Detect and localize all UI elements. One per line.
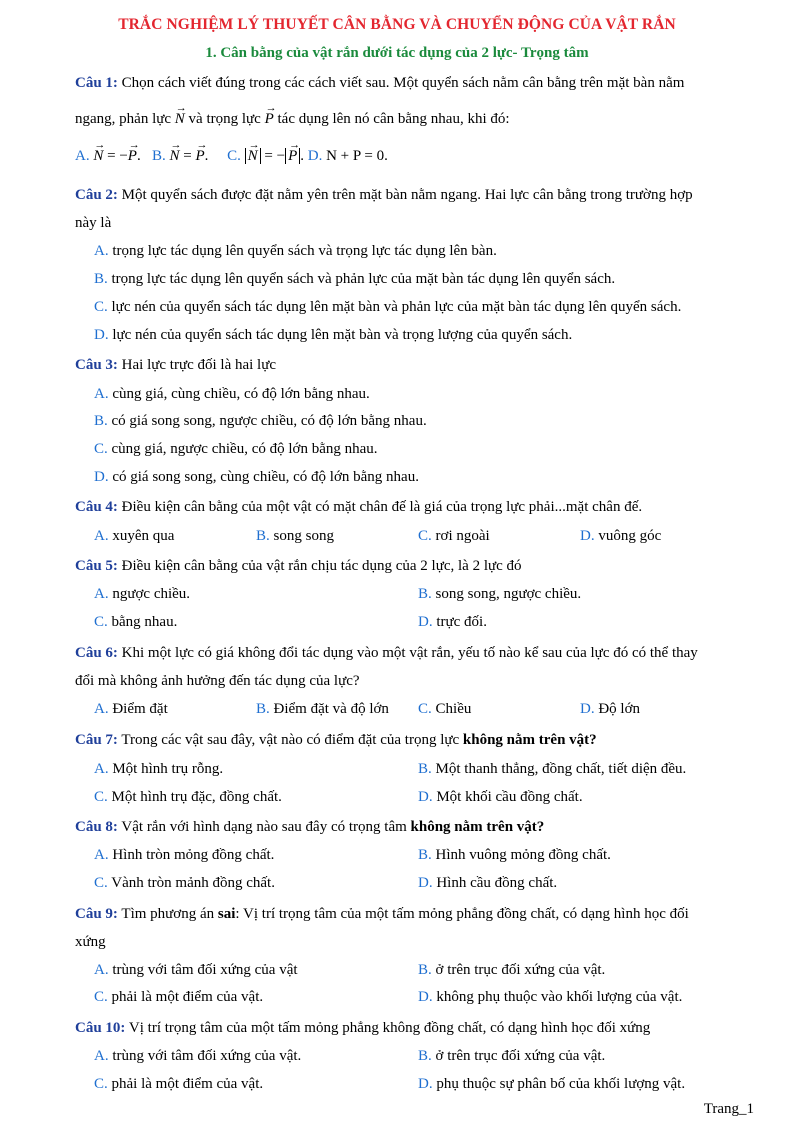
option-letter: B. — [418, 1048, 432, 1064]
option-letter: C. — [94, 1076, 108, 1092]
option-a[interactable] — [94, 585, 190, 603]
option-text: có giá song song, cùng chiều, có độ lớn bằng nhau. — [112, 469, 419, 485]
question-label: Câu 5: — [75, 558, 118, 574]
option-c[interactable] — [94, 988, 263, 1006]
question-label: Câu 8: — [75, 819, 118, 835]
option-letter: D. — [418, 989, 433, 1005]
option-a[interactable] — [94, 700, 168, 718]
option-b[interactable] — [418, 961, 605, 979]
option-b[interactable] — [418, 1047, 605, 1065]
question-text: tác dụng lên nó cân bằng nhau, khi đó: — [277, 111, 510, 127]
vector-p: → P — [195, 147, 204, 165]
punct: . — [136, 148, 141, 164]
option-d[interactable] — [94, 468, 419, 486]
question-text: Khi một lực có giá không đổi tác dụng vào một vật rắn, yếu tố nào kể sau của lực đó có thể thay — [121, 645, 698, 661]
option-letter: B. — [256, 528, 270, 544]
option-letter: B. — [418, 962, 432, 978]
question-1 — [75, 74, 755, 92]
option-letter: A. — [94, 586, 109, 602]
option-a[interactable] — [94, 242, 497, 260]
question-2 — [75, 186, 755, 204]
option-text: ngược chiều. — [112, 586, 191, 602]
option-text: Một hình trụ rỗng. — [112, 761, 224, 777]
vector-n: → N — [93, 147, 103, 165]
option-letter: B. — [418, 761, 432, 777]
option-letter: B. — [256, 701, 270, 717]
option-text: Một hình trụ đặc, đồng chất. — [111, 789, 282, 805]
option-b[interactable] — [94, 412, 427, 430]
option-text: Điểm đặt và độ lớn — [273, 701, 389, 717]
question-label: Câu 6: — [75, 645, 118, 661]
option-letter: B. — [94, 271, 108, 287]
question-text: này là — [75, 215, 112, 231]
option-letter: D. — [418, 1076, 433, 1092]
question-text: Chọn cách viết đúng trong các cách viết sau. Một quyển sách nằm cân bằng trên mặt bàn nằm — [121, 75, 685, 91]
option-letter: D. — [418, 875, 433, 891]
option-letter: A. — [94, 761, 109, 777]
option-b[interactable] — [418, 760, 686, 778]
option-letter: A. — [94, 701, 109, 717]
option-letter: C. — [94, 441, 108, 457]
option-letter: C. — [94, 614, 108, 630]
option-letter: D. — [580, 528, 595, 544]
question-label: Câu 2: — [75, 187, 118, 203]
option-letter: C. — [94, 789, 108, 805]
option-letter: B. — [418, 586, 432, 602]
option-text: xuyên qua — [112, 528, 175, 544]
question-label: Câu 3: — [75, 357, 118, 373]
question-6-line2 — [75, 672, 755, 690]
question-1-line2 — [75, 110, 755, 128]
abs-p — [285, 148, 300, 164]
question-1-options — [75, 147, 388, 165]
option-letter: C. — [94, 989, 108, 1005]
option-d[interactable] — [580, 700, 640, 718]
option-c[interactable] — [418, 527, 490, 545]
question-emphasis: sai — [217, 906, 236, 922]
section-subtitle: 1. Cân bằng của vật rắn dưới tác dụng của 2 lực- Trọng tâm — [205, 45, 589, 61]
option-text: Vành tròn mảnh đồng chất. — [111, 875, 275, 891]
question-emphasis: không nằm trên vật? — [462, 732, 597, 748]
option-letter: D. — [580, 701, 595, 717]
option-text: trùng với tâm đối xứng của vật. — [112, 1048, 302, 1064]
option-letter: D. — [94, 469, 109, 485]
option-text: có giá song song, ngược chiều, có độ lớn bằng nhau. — [111, 413, 427, 429]
question-text: và trọng lực — [188, 111, 261, 127]
option-c[interactable] — [94, 613, 177, 631]
option-letter: D. — [418, 614, 433, 630]
punct: . — [204, 148, 209, 164]
option-text: Điểm đặt — [112, 701, 168, 717]
option-d[interactable] — [418, 788, 583, 806]
option-a[interactable] — [94, 846, 274, 864]
option-text: lực nén của quyển sách tác dụng lên mặt bàn và trọng lượng của quyển sách. — [112, 327, 573, 343]
option-b[interactable] — [418, 846, 611, 864]
question-text: Tìm phương án — [121, 906, 215, 922]
option-text: trọng lực tác dụng lên quyển sách và phản lực của mặt bàn tác dụng lên quyển sách. — [111, 271, 616, 287]
question-text: Vị trí trọng tâm của một tấm mỏng phẳng không đồng chất, có dạng hình học đối xứng — [128, 1020, 651, 1036]
question-text: Một quyển sách được đặt nằm yên trên mặt bàn nằm ngang. Hai lực cân bằng trong trường hợp — [121, 187, 693, 203]
option-text: Chiều — [435, 701, 472, 717]
question-10 — [75, 1019, 755, 1037]
option-letter: A. — [94, 962, 109, 978]
question-7 — [75, 731, 755, 749]
question-emphasis: không nằm trên vật? — [410, 819, 545, 835]
option-text: Một khối cầu đồng chất. — [436, 789, 583, 805]
vector-p: → P — [265, 110, 274, 128]
option-letter: B. — [94, 413, 108, 429]
question-4 — [75, 498, 755, 516]
question-3 — [75, 356, 755, 374]
option-text: trùng với tâm đối xứng của vật — [112, 962, 298, 978]
option-b[interactable] — [256, 700, 389, 718]
option-letter: C. — [418, 701, 432, 717]
option-text: phải là một điểm của vật. — [111, 1076, 264, 1092]
question-label: Câu 4: — [75, 499, 118, 515]
vector-n: → N — [175, 110, 185, 128]
option-text: Một thanh thẳng, đồng chất, tiết diện đều. — [435, 761, 687, 777]
option-text: trọng lực tác dụng lên quyển sách và trọng lực tác dụng lên bàn. — [112, 243, 497, 259]
option-c[interactable] — [94, 874, 275, 892]
option-c-letter: C. — [227, 148, 241, 164]
question-label: Câu 1: — [75, 75, 118, 91]
option-c[interactable] — [418, 700, 471, 718]
document-title: TRẮC NGHIỆM LÝ THUYẾT CÂN BẰNG VÀ CHUYỂN ĐỘNG CỦA VẬT RẮN — [118, 16, 676, 33]
option-d[interactable] — [94, 326, 572, 344]
option-a[interactable] — [94, 961, 298, 979]
question-9 — [75, 905, 755, 923]
option-letter: A. — [94, 386, 109, 402]
option-c[interactable] — [94, 440, 378, 458]
option-b[interactable] — [256, 527, 334, 545]
option-text: song song, ngược chiều. — [435, 586, 582, 602]
option-text: ở trên trục đối xứng của vật. — [435, 1048, 606, 1064]
question-9-line2 — [75, 933, 755, 951]
question-2-line2 — [75, 214, 755, 232]
question-label: Câu 10: — [75, 1020, 126, 1036]
option-text: cùng giá, cùng chiều, có độ lớn bằng nhau. — [112, 386, 370, 402]
question-text: : Vị trí trọng tâm của một tấm mỏng phẳng đồng chất, có dạng hình học đối — [235, 906, 689, 922]
option-d-letter: D. — [307, 148, 323, 164]
option-letter: A. — [94, 847, 109, 863]
vector-n: → N — [169, 147, 179, 165]
option-b[interactable] — [94, 270, 615, 288]
question-label: Câu 9: — [75, 906, 118, 922]
option-b[interactable] — [418, 585, 581, 603]
vector-p: → P — [128, 147, 137, 165]
option-text: Hình tròn mỏng đồng chất. — [112, 847, 275, 863]
option-text: bằng nhau. — [111, 614, 178, 630]
option-a-letter: A. — [75, 148, 90, 164]
option-letter: A. — [94, 528, 109, 544]
option-b-letter: B. — [151, 148, 166, 164]
option-letter: B. — [418, 847, 432, 863]
option-letter: A. — [94, 243, 109, 259]
option-c-text: = − — [264, 148, 286, 164]
option-text: trực đối. — [436, 614, 487, 630]
question-8 — [75, 818, 755, 836]
abs-n — [245, 148, 261, 164]
option-text: phụ thuộc sự phân bố của khối lượng vật. — [436, 1076, 686, 1092]
option-d[interactable] — [418, 1075, 685, 1093]
vector-p: → P — [288, 148, 297, 164]
option-text: rơi ngoài — [435, 528, 490, 544]
question-text: Điều kiện cân bằng của vật rắn chịu tác dụng của 2 lực, là 2 lực đó — [121, 558, 522, 574]
punct: . — [300, 148, 304, 164]
option-d[interactable] — [418, 613, 487, 631]
option-d[interactable] — [580, 527, 661, 545]
option-text: vuông góc — [598, 528, 662, 544]
option-text: không phụ thuộc vào khối lượng của vật. — [436, 989, 683, 1005]
option-a[interactable] — [94, 527, 174, 545]
option-d[interactable] — [418, 874, 557, 892]
option-text: phải là một điểm của vật. — [111, 989, 264, 1005]
option-c[interactable] — [94, 788, 282, 806]
option-letter: D. — [94, 327, 109, 343]
question-text: xứng — [75, 934, 106, 950]
option-text: Độ lớn — [598, 701, 641, 717]
option-letter: A. — [94, 1048, 109, 1064]
option-a[interactable] — [94, 385, 370, 403]
question-text: Vật rắn với hình dạng nào sau đây có trọng tâm — [121, 819, 407, 835]
option-c[interactable] — [94, 298, 681, 316]
vector-n: → N — [248, 148, 258, 164]
option-letter: C. — [94, 299, 108, 315]
option-text: song song — [273, 528, 334, 544]
question-label: Câu 7: — [75, 732, 118, 748]
question-text: Trong các vật sau đây, vật nào có điểm đặt của trọng lực — [121, 732, 460, 748]
option-letter: D. — [418, 789, 433, 805]
question-text: Điều kiện cân bằng của một vật có mặt chân đế là giá của trọng lực phải...mặt chân đế. — [121, 499, 643, 515]
option-text: lực nén của quyển sách tác dụng lên mặt bàn và phản lực của mặt bàn tác dụng lên quyển sách. — [111, 299, 682, 315]
page-number: Trang_1 — [703, 1101, 754, 1117]
option-a[interactable] — [94, 1047, 301, 1065]
option-letter: C. — [418, 528, 432, 544]
question-text: Hai lực trực đối là hai lực — [121, 357, 277, 373]
option-d-text: N + P = 0. — [326, 148, 388, 164]
option-a-text: = − — [107, 148, 128, 164]
question-5 — [75, 557, 755, 575]
option-a[interactable] — [94, 760, 223, 778]
option-text: cùng giá, ngược chiều, có độ lớn bằng nhau. — [111, 441, 378, 457]
option-d[interactable] — [418, 988, 682, 1006]
option-c[interactable] — [94, 1075, 263, 1093]
question-6 — [75, 644, 755, 662]
option-text: Hình vuông mỏng đồng chất. — [435, 847, 611, 863]
option-text: ở trên trục đối xứng của vật. — [435, 962, 606, 978]
question-text: đổi mà không ảnh hưởng đến tác dụng của lực? — [75, 673, 360, 689]
option-letter: C. — [94, 875, 108, 891]
option-b-text: = — [183, 148, 192, 164]
question-text: ngang, phản lực — [75, 111, 172, 127]
option-text: Hình cầu đồng chất. — [436, 875, 558, 891]
